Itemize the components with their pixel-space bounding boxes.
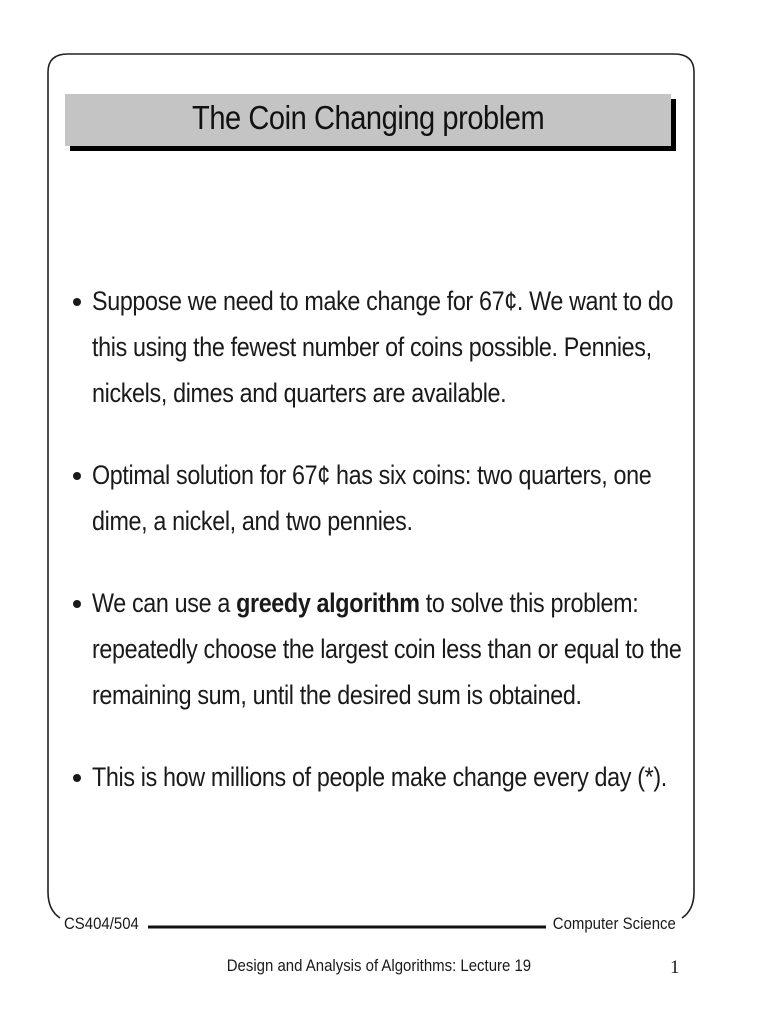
footer-course: CS404/504 [64,914,139,933]
bold-term: greedy algorithm [236,588,420,618]
bullet-list [70,278,700,836]
bullet-item [70,580,700,718]
bullet-dot-icon [73,774,81,782]
bullet-text-after: to solve this problem: repeatedly choose the largest coin less than or equal to the remaining sum, until the desired sum is obtained. [92,588,682,710]
bullet-text-before: We can use a [92,588,237,618]
bullet-text: Suppose we need to make change for 67¢. We want to do this using the fewest number of coins possible. Pennies, nickels, dimes and quarters are available. [92,286,674,408]
bullet-item [70,278,700,416]
footer-lecture [0,956,768,976]
title-box [65,94,671,146]
bullet-dot-icon [73,600,81,608]
footer-lecture-text: Design and Analysis of Algorithms: Lecture 19 [226,956,532,975]
bullet-item [70,452,700,544]
slide-title: The Coin Changing problem [191,99,545,136]
footer-department: Computer Science [552,914,676,933]
bullet-text: Optimal solution for 67¢ has six coins: two quarters, one dime, a nickel, and two pennies. [92,460,652,536]
page-number: 1 [670,957,680,978]
bullet-text: This is how millions of people make change every day (*). [92,762,667,792]
bullet-item [70,754,700,800]
bullet-dot-icon [73,298,81,306]
bullet-dot-icon [73,472,81,480]
bullet-text [92,580,690,718]
